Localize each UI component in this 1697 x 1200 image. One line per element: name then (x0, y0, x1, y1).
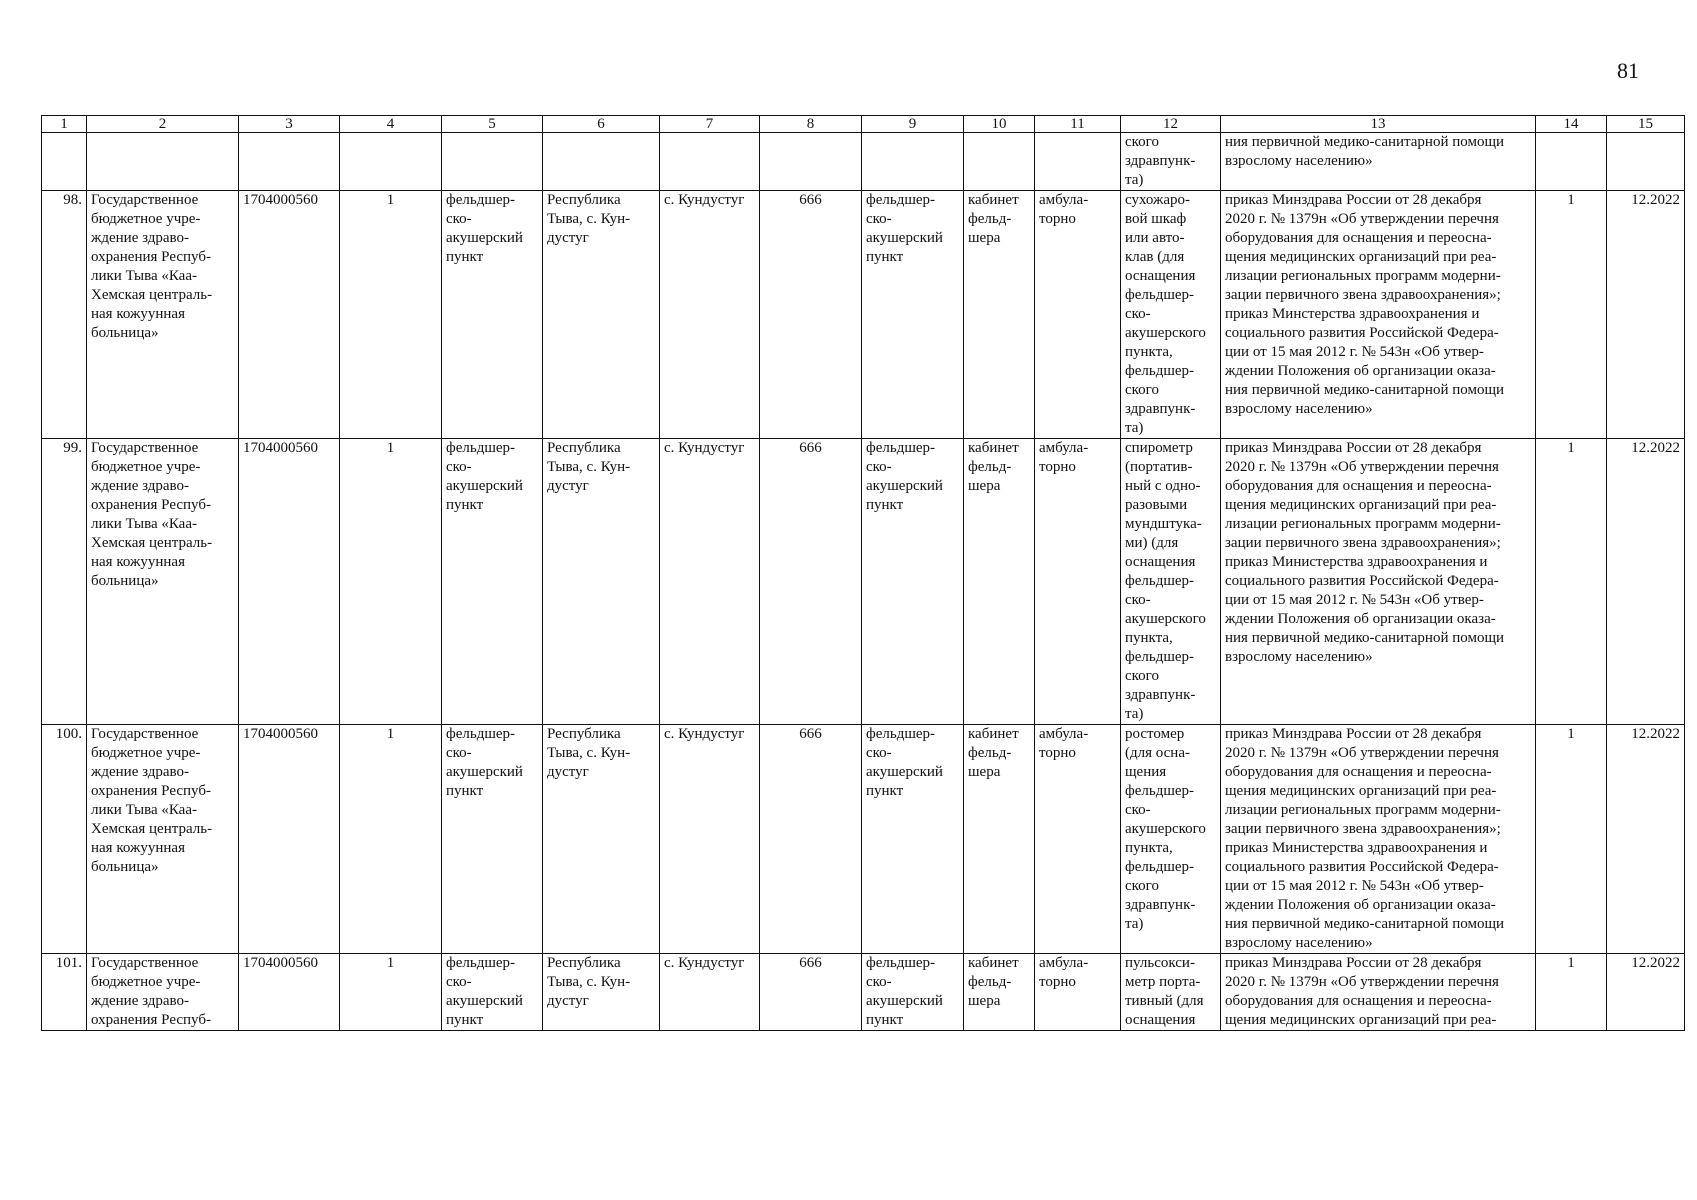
cell-line: та) (1125, 420, 1144, 436)
cell-line: Республика (547, 955, 621, 971)
date-cell: 12.2022 (1607, 725, 1685, 954)
column-header: 14 (1536, 116, 1607, 133)
row-number-cell: 99. (42, 439, 87, 725)
cell-line: та) (1125, 172, 1144, 188)
cell-line: оборудования для оснащения и переосна- (1225, 478, 1492, 494)
cell-line: акушерский (446, 993, 523, 1009)
cell-line: акушерского (1125, 611, 1206, 627)
cell-line: щения медицинских организаций при реа- (1225, 497, 1497, 513)
cell-line: приказ Минстерства здравоохранения и (1225, 306, 1480, 322)
cell-line: Хемская централь- (91, 535, 213, 551)
cell-line: ско- (1125, 306, 1151, 322)
cell-line: приказ Минздрава России от 28 декабря (1225, 192, 1482, 208)
cell-line: больница» (91, 573, 159, 589)
code-cell: 1704000560 (239, 191, 340, 439)
cell-line: Тыва, с. Кун- (547, 974, 631, 990)
locality-cell: с. Кундустуг (660, 725, 760, 954)
cell-line: фельдшер- (446, 440, 516, 456)
cell-line: ждение здраво- (91, 993, 190, 1009)
cell-line: ско- (1125, 802, 1151, 818)
column-number-row (42, 116, 1685, 133)
cell-line: пункта, (1125, 344, 1173, 360)
cell-line: ждении Положения об организации оказа- (1225, 611, 1496, 627)
column-4-cell: 1 (340, 954, 442, 1031)
equipment-registry-table (41, 115, 1685, 1031)
cell-line: (портатив- (1125, 459, 1193, 475)
cell-line: здравпунк- (1125, 687, 1196, 703)
room-cell (964, 191, 1035, 439)
organization-cell (87, 191, 239, 439)
column-8-cell: 666 (760, 439, 862, 725)
continuation-row (42, 133, 1685, 191)
cell-line: взрослому населению» (1225, 153, 1373, 169)
cell-line: оборудования для оснащения и переосна- (1225, 764, 1492, 780)
cell-line: охранения Респуб- (91, 1012, 211, 1028)
column-header: 12 (1121, 116, 1221, 133)
locality-cell: с. Кундустуг (660, 954, 760, 1031)
cell-line: здравпунк- (1125, 401, 1196, 417)
cell-line: щения медицинских организаций при реа- (1225, 249, 1497, 265)
cell-line: фельдшер- (1125, 649, 1195, 665)
column-header: 5 (442, 116, 543, 133)
cell-line: ско- (446, 459, 472, 475)
column-header: 8 (760, 116, 862, 133)
cell-line: ния первичной медико-санитарной помощи (1225, 630, 1505, 646)
cell-line: пункт (866, 783, 904, 799)
cell-line: пункт (446, 783, 484, 799)
row-number-cell: 98. (42, 191, 87, 439)
cell-line: приказ Минздрава России от 28 декабря (1225, 726, 1482, 742)
cell-line: ждение здраво- (91, 764, 190, 780)
cell-line: фельд- (968, 745, 1012, 761)
basis-cell (1221, 725, 1536, 954)
cell-line: ско- (446, 745, 472, 761)
cell-line: социального развития Российской Федера- (1225, 859, 1499, 875)
cell-line: акушерский (866, 993, 943, 1009)
cell-line: амбула- (1039, 192, 1089, 208)
cell-line: шера (968, 230, 1001, 246)
cell-line: ции от 15 мая 2012 г. № 543н «Об утвер- (1225, 344, 1484, 360)
page-number: 81 (1617, 58, 1639, 83)
column-4-cell: 1 (340, 439, 442, 725)
cell-line: Государственное (91, 955, 199, 971)
cell-line: приказ Министерства здравоохранения и (1225, 554, 1488, 570)
column-header: 6 (543, 116, 660, 133)
cell-line: ная кожуунная (91, 554, 185, 570)
cell-line: больница» (91, 859, 159, 875)
room-cell (964, 725, 1035, 954)
cell-line: бюджетное учре- (91, 211, 201, 227)
cell-line: ского (1125, 878, 1159, 894)
column-4-cell: 1 (340, 725, 442, 954)
room-cell (964, 439, 1035, 725)
cell-line: разовыми (1125, 497, 1188, 513)
cell-line: ско- (866, 211, 892, 227)
region-cell (543, 725, 660, 954)
quantity-cell: 1 (1536, 725, 1607, 954)
unit-type-cell (442, 191, 543, 439)
cell-line: оснащения (1125, 554, 1196, 570)
table-row (42, 954, 1685, 1031)
cell-line: пункта, (1125, 840, 1173, 856)
cell-line: фельдшер- (446, 192, 516, 208)
column-8-cell: 666 (760, 725, 862, 954)
cell-line: фельдшер- (1125, 287, 1195, 303)
subdivision-cell (862, 439, 964, 725)
cell-line: ции от 15 мая 2012 г. № 543н «Об утвер- (1225, 592, 1484, 608)
cell-line: лизации региональных программ модерни- (1225, 268, 1501, 284)
cell-line: лики Тыва «Каа- (91, 802, 197, 818)
row-number-cell: 101. (42, 954, 87, 1031)
date-cell: 12.2022 (1607, 954, 1685, 1031)
cell-line: ского (1125, 668, 1159, 684)
column-header: 1 (42, 116, 87, 133)
cell-line: ждение здраво- (91, 478, 190, 494)
cell-line: клав (для (1125, 249, 1185, 265)
column-8-cell: 666 (760, 191, 862, 439)
cell-line: лики Тыва «Каа- (91, 516, 197, 532)
cell-line: (для осна- (1125, 745, 1190, 761)
cell-line: ростомер (1125, 726, 1185, 742)
cell-line: амбула- (1039, 955, 1089, 971)
cell-line: или авто- (1125, 230, 1185, 246)
unit-type-cell (442, 439, 543, 725)
cell-line: пункта, (1125, 630, 1173, 646)
column-header: 11 (1035, 116, 1121, 133)
cell-line: ми) (для (1125, 535, 1179, 551)
cell-line: фельдшер- (866, 726, 936, 742)
cell-line: Республика (547, 726, 621, 742)
cell-line: социального развития Российской Федера- (1225, 325, 1499, 341)
cell-line: акушерского (1125, 821, 1206, 837)
cell-line: ского (1125, 382, 1159, 398)
column-header: 9 (862, 116, 964, 133)
basis-cell (1221, 954, 1536, 1031)
column-header: 3 (239, 116, 340, 133)
cell-line: здравпунк- (1125, 897, 1196, 913)
cell-line: фельдшер- (1125, 859, 1195, 875)
cell-line: фельдшер- (1125, 363, 1195, 379)
cell-line: ско- (1125, 592, 1151, 608)
cell-line: торно (1039, 974, 1076, 990)
cell-line: приказ Минздрава России от 28 декабря (1225, 440, 1482, 456)
cell-line: фельдшер- (446, 955, 516, 971)
cell-line: социального развития Российской Федера- (1225, 573, 1499, 589)
cell-line: пункт (446, 497, 484, 513)
cell-line: лизации региональных программ модерни- (1225, 802, 1501, 818)
code-cell: 1704000560 (239, 725, 340, 954)
cell-line: вой шкаф (1125, 211, 1187, 227)
cell-line: фельдшер- (1125, 783, 1195, 799)
cell-line: Государственное (91, 440, 199, 456)
code-cell: 1704000560 (239, 954, 340, 1031)
column-header: 13 (1221, 116, 1536, 133)
cell-line: щения медицинских организаций при реа- (1225, 1012, 1497, 1028)
cell-line: Хемская централь- (91, 287, 213, 303)
cell-line: тивный (для (1125, 993, 1204, 1009)
column-header: 4 (340, 116, 442, 133)
cell-line: дустуг (547, 764, 589, 780)
cell-line: шера (968, 993, 1001, 1009)
unit-type-cell (442, 954, 543, 1031)
region-cell (543, 191, 660, 439)
cell-line: акушерский (866, 230, 943, 246)
cell-line: ского (1125, 134, 1159, 150)
equipment-cell (1121, 133, 1221, 191)
cell-line: акушерский (446, 764, 523, 780)
cell-line: ско- (866, 974, 892, 990)
cell-line: фельдшер- (866, 955, 936, 971)
equipment-cell (1121, 191, 1221, 439)
cell-line: ждении Положения об организации оказа- (1225, 363, 1496, 379)
quantity-cell: 1 (1536, 439, 1607, 725)
cell-line: та) (1125, 706, 1144, 722)
cell-line: ско- (446, 211, 472, 227)
table-row (42, 191, 1685, 439)
row-number-cell: 100. (42, 725, 87, 954)
cell-line: 2020 г. № 1379н «Об утверждении перечня (1225, 211, 1499, 227)
cell-line: фельд- (968, 459, 1012, 475)
cell-line: кабинет (968, 440, 1019, 456)
cell-line: взрослому населению» (1225, 401, 1373, 417)
cell-line: оборудования для оснащения и переосна- (1225, 993, 1492, 1009)
subdivision-cell (862, 725, 964, 954)
column-8-cell: 666 (760, 954, 862, 1031)
cell-line: пункт (446, 1012, 484, 1028)
cell-line: щения медицинских организаций при реа- (1225, 783, 1497, 799)
cell-line: охранения Респуб- (91, 249, 211, 265)
cell-line: фельд- (968, 974, 1012, 990)
cell-line: пункт (446, 249, 484, 265)
cell-line: приказ Министерства здравоохранения и (1225, 840, 1488, 856)
cell-line: Государственное (91, 726, 199, 742)
locality-cell: с. Кундустуг (660, 439, 760, 725)
cell-line: ная кожуунная (91, 840, 185, 856)
cell-line: акушерский (866, 478, 943, 494)
cell-line: Тыва, с. Кун- (547, 745, 631, 761)
cell-line: ждение здраво- (91, 230, 190, 246)
cell-line: зации первичного звена здравоохранения»; (1225, 535, 1501, 551)
cell-line: шера (968, 764, 1001, 780)
subdivision-cell (862, 191, 964, 439)
cell-line: акушерский (446, 230, 523, 246)
subdivision-cell (862, 954, 964, 1031)
cell-line: взрослому населению» (1225, 935, 1373, 951)
cell-line: Тыва, с. Кун- (547, 211, 631, 227)
cell-line: зации первичного звена здравоохранения»; (1225, 287, 1501, 303)
cell-line: фельдшер- (446, 726, 516, 742)
cell-line: 2020 г. № 1379н «Об утверждении перечня (1225, 974, 1499, 990)
cell-line: щения (1125, 764, 1167, 780)
cell-line: Республика (547, 440, 621, 456)
care-type-cell (1035, 725, 1121, 954)
cell-line: бюджетное учре- (91, 745, 201, 761)
cell-line: Хемская централь- (91, 821, 213, 837)
cell-line: пункт (866, 249, 904, 265)
cell-line: 2020 г. № 1379н «Об утверждении перечня (1225, 745, 1499, 761)
cell-line: оснащения (1125, 268, 1196, 284)
cell-line: зации первичного звена здравоохранения»; (1225, 821, 1501, 837)
cell-line: оснащения (1125, 1012, 1196, 1028)
cell-line: та) (1125, 916, 1144, 932)
cell-line: Государственное (91, 192, 199, 208)
cell-line: ния первичной медико-санитарной помощи (1225, 134, 1505, 150)
column-4-cell: 1 (340, 191, 442, 439)
table-row (42, 439, 1685, 725)
cell-line: больница» (91, 325, 159, 341)
cell-line: бюджетное учре- (91, 459, 201, 475)
cell-line: пульсокси- (1125, 955, 1195, 971)
cell-line: взрослому населению» (1225, 649, 1373, 665)
column-header: 10 (964, 116, 1035, 133)
cell-line: амбула- (1039, 440, 1089, 456)
cell-line: дустуг (547, 993, 589, 1009)
cell-line: ждении Положения об организации оказа- (1225, 897, 1496, 913)
cell-line: дустуг (547, 478, 589, 494)
column-header: 7 (660, 116, 760, 133)
cell-line: 2020 г. № 1379н «Об утверждении перечня (1225, 459, 1499, 475)
cell-line: ско- (866, 745, 892, 761)
cell-line: Тыва, с. Кун- (547, 459, 631, 475)
cell-line: ско- (446, 974, 472, 990)
cell-line: ния первичной медико-санитарной помощи (1225, 382, 1505, 398)
cell-line: Республика (547, 192, 621, 208)
cell-line: шера (968, 478, 1001, 494)
cell-line: здравпунк- (1125, 153, 1196, 169)
cell-line: приказ Минздрава России от 28 декабря (1225, 955, 1482, 971)
cell-line: ный с одно- (1125, 478, 1201, 494)
locality-cell: с. Кундустуг (660, 191, 760, 439)
cell-line: спирометр (1125, 440, 1193, 456)
cell-line: акушерского (1125, 325, 1206, 341)
cell-line: оборудования для оснащения и переосна- (1225, 230, 1492, 246)
cell-line: фельдшер- (866, 192, 936, 208)
cell-line: торно (1039, 459, 1076, 475)
cell-line: метр порта- (1125, 974, 1201, 990)
care-type-cell (1035, 191, 1121, 439)
organization-cell (87, 439, 239, 725)
region-cell (543, 954, 660, 1031)
date-cell: 12.2022 (1607, 191, 1685, 439)
cell-line: кабинет (968, 726, 1019, 742)
quantity-cell: 1 (1536, 191, 1607, 439)
unit-type-cell (442, 725, 543, 954)
organization-cell (87, 725, 239, 954)
basis-cell (1221, 439, 1536, 725)
basis-cell (1221, 191, 1536, 439)
care-type-cell (1035, 439, 1121, 725)
equipment-cell (1121, 954, 1221, 1031)
code-cell: 1704000560 (239, 439, 340, 725)
cell-line: фельдшер- (1125, 573, 1195, 589)
cell-line: пункт (866, 1012, 904, 1028)
cell-line: кабинет (968, 955, 1019, 971)
organization-cell (87, 954, 239, 1031)
cell-line: акушерский (866, 764, 943, 780)
cell-line: акушерский (446, 478, 523, 494)
cell-line: кабинет (968, 192, 1019, 208)
room-cell (964, 954, 1035, 1031)
cell-line: ции от 15 мая 2012 г. № 543н «Об утвер- (1225, 878, 1484, 894)
basis-cell (1221, 133, 1536, 191)
table-row (42, 725, 1685, 954)
equipment-cell (1121, 725, 1221, 954)
cell-line: лизации региональных программ модерни- (1225, 516, 1501, 532)
cell-line: ная кожуунная (91, 306, 185, 322)
cell-line: охранения Респуб- (91, 783, 211, 799)
cell-line: торно (1039, 211, 1076, 227)
date-cell: 12.2022 (1607, 439, 1685, 725)
equipment-cell (1121, 439, 1221, 725)
cell-line: амбула- (1039, 726, 1089, 742)
cell-line: лики Тыва «Каа- (91, 268, 197, 284)
cell-line: охранения Респуб- (91, 497, 211, 513)
quantity-cell: 1 (1536, 954, 1607, 1031)
cell-line: бюджетное учре- (91, 974, 201, 990)
column-header: 15 (1607, 116, 1685, 133)
cell-line: фельдшер- (866, 440, 936, 456)
cell-line: ско- (866, 459, 892, 475)
cell-line: фельд- (968, 211, 1012, 227)
cell-line: торно (1039, 745, 1076, 761)
region-cell (543, 439, 660, 725)
cell-line: дустуг (547, 230, 589, 246)
cell-line: сухожаро- (1125, 192, 1191, 208)
column-header: 2 (87, 116, 239, 133)
cell-line: ния первичной медико-санитарной помощи (1225, 916, 1505, 932)
cell-line: мундштука- (1125, 516, 1202, 532)
cell-line: пункт (866, 497, 904, 513)
care-type-cell (1035, 954, 1121, 1031)
